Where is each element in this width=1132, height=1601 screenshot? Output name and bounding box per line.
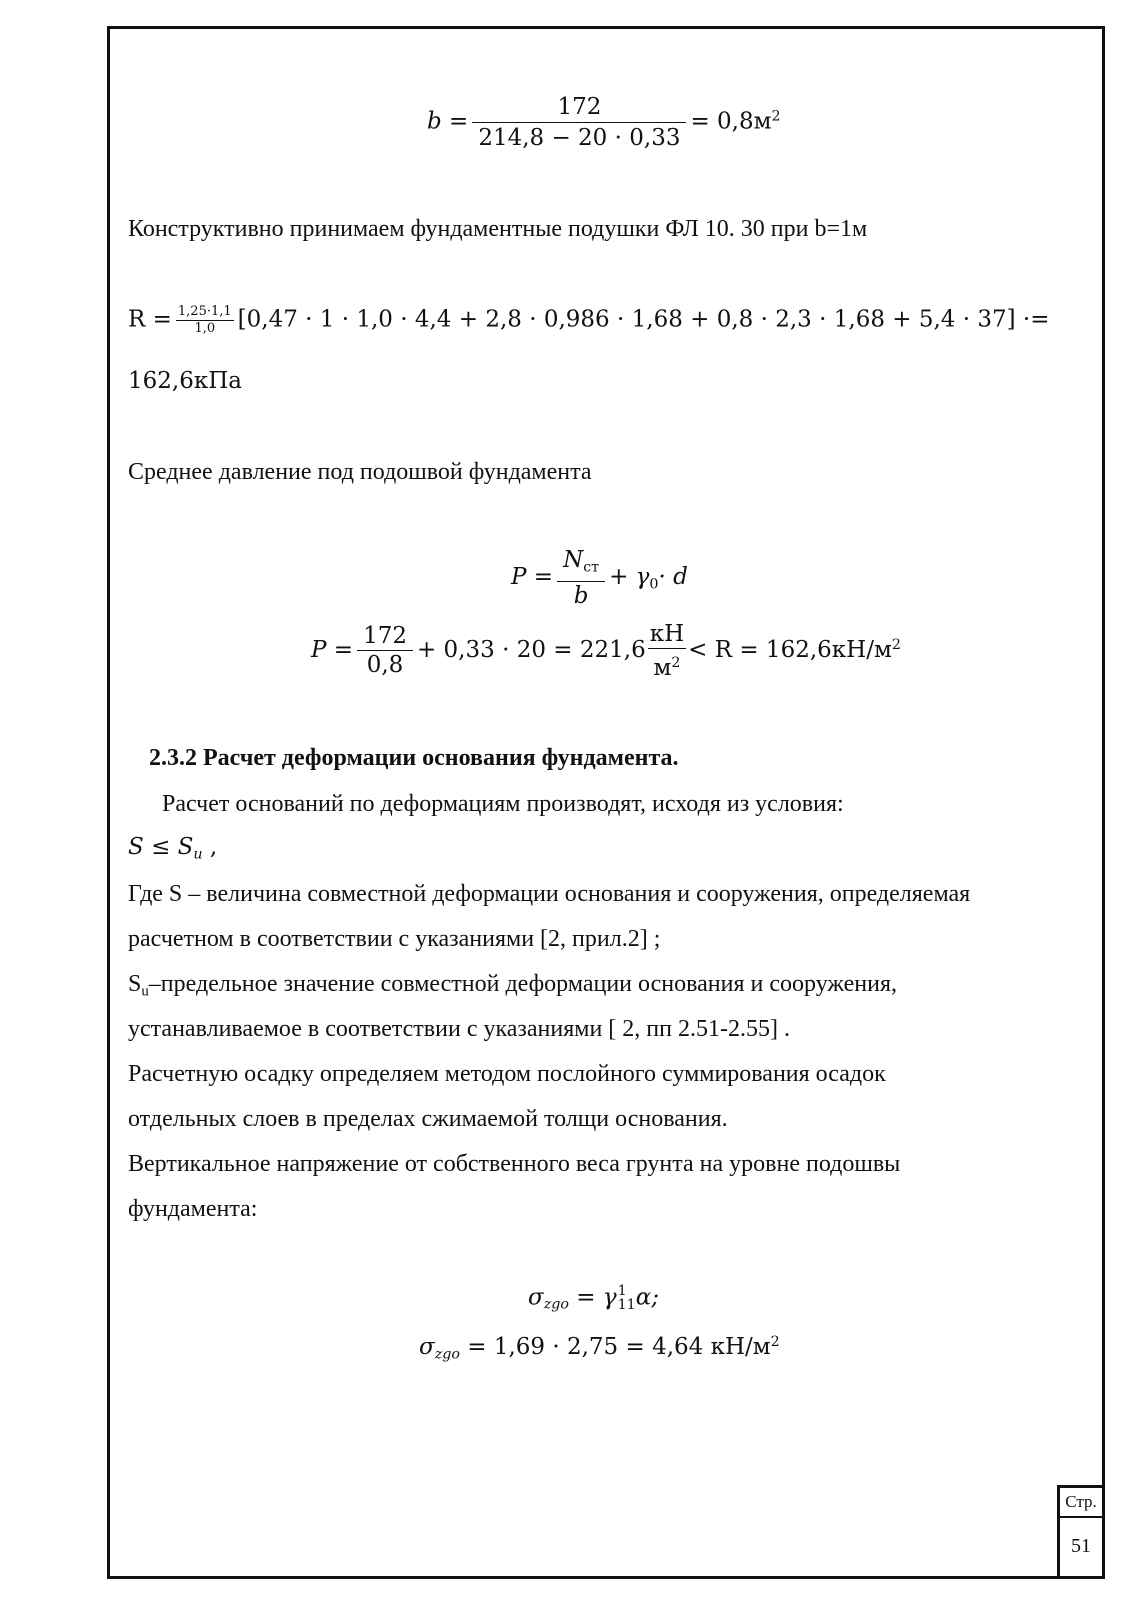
cond-sub: u	[193, 846, 203, 863]
condition-s-su	[128, 834, 217, 862]
paragraph-settlement-2: отдельных слоев в пределах сжимаемой толщи основания.	[128, 1106, 728, 1132]
page-label: Стр.	[1060, 1488, 1102, 1518]
page-number: 51	[1071, 1535, 1091, 1557]
paragraph-settlement-1: Расчетную осадку определяем методом послойного суммирования осадок	[128, 1061, 886, 1087]
eq-pc-lhs: P =	[311, 636, 354, 663]
eq-r-lhs: R =	[128, 306, 172, 333]
eq-pc-numerator: 172	[357, 622, 413, 651]
eq-pc-fraction	[357, 622, 413, 679]
equation-r	[128, 304, 1050, 337]
eq-p-fraction	[557, 546, 605, 610]
eq-p-depth: · d	[658, 564, 688, 591]
sigma2-rest-sup: 2	[770, 1334, 780, 1351]
paragraph-where-s-1: Где S – величина совместной деформации основания и сооружения, определяемая	[128, 881, 971, 907]
eq-b-fraction	[472, 92, 686, 153]
eq-pc-unit-den: м	[653, 654, 672, 681]
paragraph-where-s-2: расчетном в соответствии с указаниями [2, прил.2] ;	[128, 926, 661, 952]
sigma1-tail: α;	[635, 1284, 659, 1311]
eq-pc-tail-sup: 2	[891, 637, 901, 654]
eq-p-denominator: b	[573, 583, 589, 610]
eq-b-result: = 0,8м	[690, 108, 772, 135]
eq-p-gamma: + γ	[609, 564, 650, 591]
sigma2-rest: = 1,69 · 2,75 = 4,64 кН/м	[459, 1334, 771, 1360]
su-symbol-sub: u	[141, 983, 149, 1000]
su-text: –предельное значение совместной деформации основания и сооружения,	[148, 971, 898, 997]
sigma1-symbol: σ	[528, 1284, 544, 1311]
paragraph-vertical-stress-2: фундамента:	[128, 1196, 258, 1222]
eq-pc-unit-den-sup: 2	[671, 655, 681, 671]
section-heading: 2.3.2 Расчет деформации основания фундамента.	[149, 745, 679, 771]
page-number-box	[1057, 1485, 1105, 1579]
eq-r-denominator: 1,0	[194, 321, 216, 336]
eq-p-numerator: N	[563, 547, 584, 573]
paragraph-avg-pressure: Среднее давление под подошвой фундамента	[128, 459, 592, 485]
paragraph-calc-basis: Расчет оснований по деформациям производят, исходя из условия:	[162, 791, 844, 817]
eq-p-gamma-sub: 0	[649, 576, 659, 593]
eq-pc-tail: < R = 162,6кН/м	[688, 636, 892, 663]
eq-b-lhs: b =	[427, 108, 469, 135]
eq-b-denominator: 214,8 − 20 · 0,33	[478, 125, 681, 151]
eq-p-lhs: P =	[511, 564, 554, 591]
eq-r-fraction	[176, 304, 234, 337]
sigma2-sub: zgo	[434, 1346, 460, 1363]
sigma1-gamma-sub: 11	[617, 1297, 636, 1314]
sigma2-symbol: σ	[419, 1334, 435, 1360]
su-symbol: S	[128, 971, 142, 997]
cond-main: S ≤ S	[128, 834, 194, 860]
paragraph-su-1	[128, 970, 897, 1005]
eq-r-result: 162,6кПа	[128, 368, 242, 394]
paragraph-su-2: устанавливаемое в соответствии с указаниями [ 2, пп 2.51-2.55] .	[128, 1016, 790, 1042]
sigma1-sub: zgo	[543, 1296, 569, 1313]
equation-p-calc	[311, 620, 901, 682]
sigma1-gamma-sup: 1	[617, 1283, 627, 1299]
eq-b-numerator: 172	[472, 92, 686, 123]
eq-pc-denominator: 0,8	[366, 652, 404, 679]
cond-tail: ,	[202, 834, 218, 860]
eq-b-result-sup: 2	[771, 108, 781, 125]
eq-r-body: [0,47 · 1 · 1,0 · 4,4 + 2,8 · 0,986 · 1,68 + 0,8 · 2,3 · 1,68 + 5,4 · 37] ·=	[237, 306, 1050, 333]
equation-sigma-formula	[528, 1284, 659, 1313]
eq-p-numerator-sub: ст	[583, 559, 600, 576]
equation-p-formula	[511, 546, 688, 610]
eq-r-numerator: 1,25·1,1	[177, 304, 232, 319]
eq-pc-unit-fraction	[648, 620, 686, 682]
equation-sigma-calc	[419, 1334, 780, 1362]
paragraph-design: Конструктивно принимаем фундаментные подушки ФЛ 10. 30 при b=1м	[128, 216, 868, 242]
eq-pc-unit-num: кН	[649, 621, 685, 647]
paragraph-vertical-stress-1: Вертикальное напряжение от собственного веса грунта на уровне подошвы	[128, 1151, 901, 1177]
eq-pc-middle: + 0,33 · 20 = 221,6	[416, 636, 646, 663]
sigma1-gamma: = γ	[568, 1284, 617, 1311]
equation-b	[427, 92, 781, 153]
